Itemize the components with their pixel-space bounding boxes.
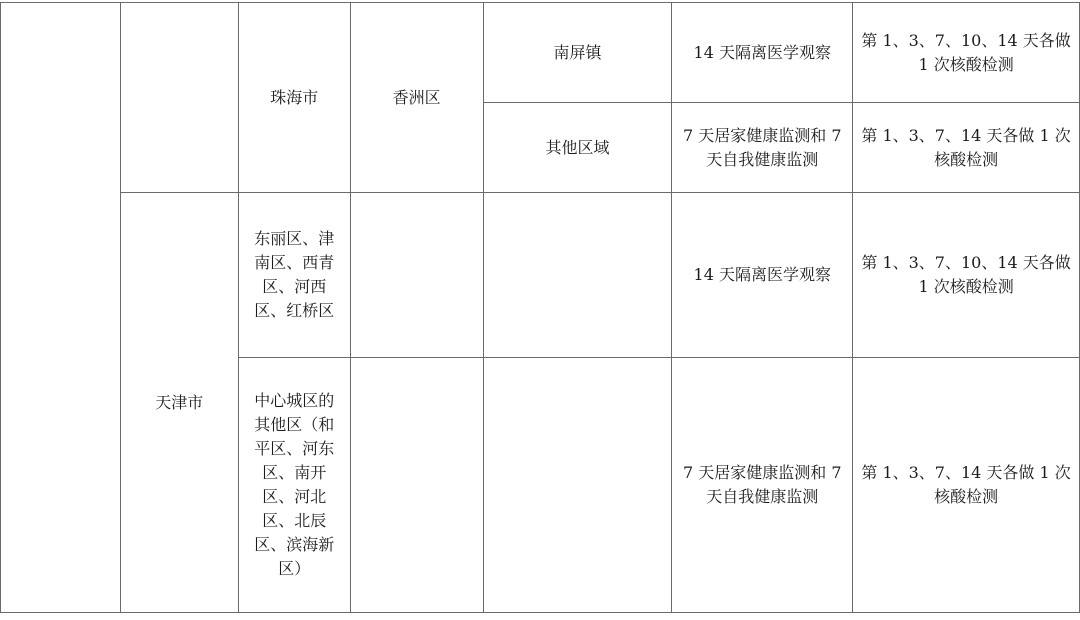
test-cell: 第 1、3、7、10、14 天各做 1 次核酸检测 <box>853 3 1080 103</box>
city-cell <box>120 3 238 193</box>
empty-cell <box>350 358 483 613</box>
measure-cell: 7 天居家健康监测和 7 天自我健康监测 <box>672 103 853 193</box>
measure-cell: 7 天居家健康监测和 7 天自我健康监测 <box>672 358 853 613</box>
test-cell: 第 1、3、7、14 天各做 1 次核酸检测 <box>853 358 1080 613</box>
table-row <box>1 3 1080 103</box>
city-cell: 天津市 <box>120 193 238 613</box>
empty-cell <box>483 193 672 358</box>
test-cell: 第 1、3、7、10、14 天各做 1 次核酸检测 <box>853 193 1080 358</box>
area-cell: 南屏镇 <box>483 3 672 103</box>
policy-table <box>0 2 1080 613</box>
district-cell: 香洲区 <box>350 3 483 193</box>
measure-cell: 14 天隔离医学观察 <box>672 193 853 358</box>
empty-cell <box>483 358 672 613</box>
district-cell: 中心城区的其他区（和平区、河东区、南开区、河北区、北辰区、滨海新区） <box>238 358 350 613</box>
province-cell <box>1 3 121 613</box>
district-cell: 东丽区、津南区、西青区、河西区、红桥区 <box>238 193 350 358</box>
city-name-cell: 珠海市 <box>238 3 350 193</box>
table-row <box>1 193 1080 358</box>
empty-cell <box>350 193 483 358</box>
test-cell: 第 1、3、7、14 天各做 1 次核酸检测 <box>853 103 1080 193</box>
area-cell: 其他区域 <box>483 103 672 193</box>
measure-cell: 14 天隔离医学观察 <box>672 3 853 103</box>
